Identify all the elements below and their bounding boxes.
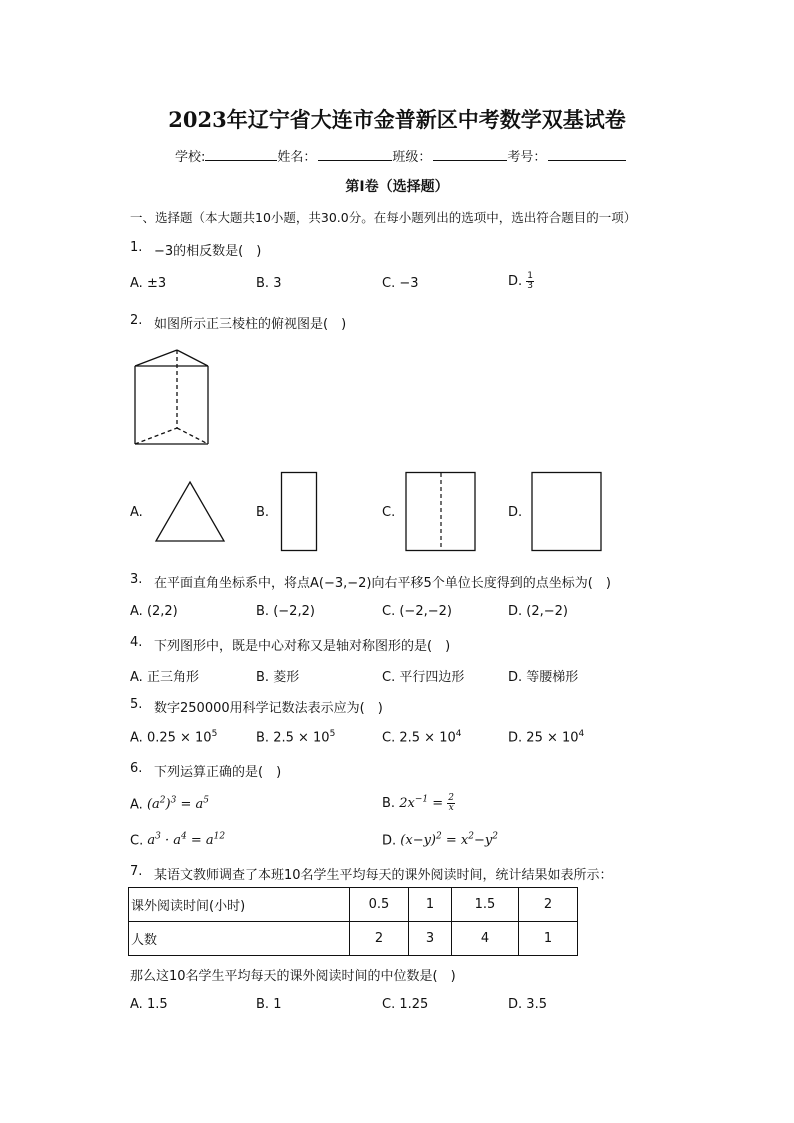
table-header-cell: 课外阅读时间(小时) bbox=[129, 888, 350, 922]
q3-option-d[interactable]: D. (2,−2) bbox=[508, 604, 569, 619]
exam-no-label: 考号： bbox=[507, 150, 547, 165]
q6-option-b[interactable]: B. $2x^{-1}$ = $\frac{2}{x}$ bbox=[382, 793, 454, 813]
table-cell: 4 bbox=[452, 922, 519, 956]
q7-option-c[interactable]: C. 1.25 bbox=[382, 997, 429, 1012]
table-cell: 2 bbox=[519, 888, 578, 922]
q3-stem: 在平面直角坐标系中，将点A(−3,−2)向右平移5个单位长度得到的点坐标为( ) bbox=[154, 576, 611, 591]
q3-option-c[interactable]: C. (−2,−2) bbox=[382, 604, 452, 619]
q2-option-c-rectangle-dashed[interactable] bbox=[405, 471, 477, 553]
q2-stem: 如图所示正三棱柱的俯视图是( ) bbox=[154, 317, 347, 332]
table-cell: 1 bbox=[519, 922, 578, 956]
class-blank[interactable] bbox=[433, 148, 507, 161]
q4-stem: 下列图形中，既是中心对称又是轴对称图形的是( ) bbox=[154, 639, 451, 654]
q6-stem: 下列运算正确的是( ) bbox=[154, 765, 282, 780]
student-info-line bbox=[175, 146, 626, 165]
q2-option-b-label[interactable]: B. bbox=[256, 505, 270, 520]
class-label: 班级： bbox=[392, 150, 432, 165]
q2-option-a-triangle[interactable] bbox=[153, 480, 227, 544]
table-row bbox=[129, 922, 578, 956]
q4-option-b[interactable]: B. 菱形 bbox=[256, 670, 300, 685]
two-over-x-fraction: $\frac{2}{x}$ bbox=[448, 793, 454, 813]
q4-number: 4. bbox=[130, 635, 143, 650]
q6-c-formula: $a^3 \cdot a^4 = a^{12}$ bbox=[147, 832, 226, 849]
q6-option-d[interactable]: D. $(x-y)^2 = x^2-y^2$ bbox=[382, 832, 498, 849]
q4-option-a[interactable]: A. 正三角形 bbox=[130, 670, 199, 685]
q6-a-formula: $(a^2)^3 = a^5$ bbox=[146, 796, 209, 813]
q7-stem: 某语文教师调查了本班10名学生平均每天的课外阅读时间，统计结果如表所示： bbox=[154, 868, 613, 883]
name-blank[interactable] bbox=[318, 148, 392, 161]
q4-option-c[interactable]: C. 平行四边形 bbox=[382, 670, 465, 685]
triangular-prism-figure bbox=[130, 345, 215, 450]
q5-option-c[interactable]: C. $2.5 \times 10^4$ bbox=[382, 729, 462, 746]
table-cell: 1 bbox=[409, 888, 452, 922]
q5-option-d[interactable]: D. $25 \times 10^4$ bbox=[508, 729, 585, 746]
q2-option-b-rectangle[interactable] bbox=[280, 471, 320, 553]
table-cell: 1.5 bbox=[452, 888, 519, 922]
q6-d-formula: $(x-y)^2 = x^2-y^2$ bbox=[400, 832, 498, 849]
q7-followup: 那么这10名学生平均每天的课外阅读时间的中位数是( ) bbox=[130, 969, 456, 984]
q6-option-c[interactable]: C. $a^3 \cdot a^4 = a^{12}$ bbox=[130, 832, 226, 849]
reading-time-table bbox=[128, 887, 578, 956]
q7-option-b[interactable]: B. 1 bbox=[256, 997, 282, 1012]
q7-number: 7. bbox=[130, 864, 143, 879]
section-heading: 第Ⅰ卷（选择题） bbox=[345, 179, 449, 195]
exam-no-blank[interactable] bbox=[548, 148, 626, 161]
table-cell: 2 bbox=[350, 922, 409, 956]
q7-option-d[interactable]: D. 3.5 bbox=[508, 997, 547, 1012]
q6-number: 6. bbox=[130, 761, 143, 776]
table-cell: 3 bbox=[409, 922, 452, 956]
q2-number: 2. bbox=[130, 313, 143, 328]
q6-b-formula: $2x^{-1}$ = bbox=[399, 794, 448, 811]
q6-option-a[interactable]: A. $(a^2)^3 = a^5$ bbox=[130, 796, 209, 813]
q1-number: 1. bbox=[130, 240, 143, 255]
q2-option-a-label[interactable]: A. bbox=[130, 505, 143, 520]
q5-option-b[interactable]: B. $2.5 \times 10^5$ bbox=[256, 729, 336, 746]
q1-option-d[interactable]: D. $\frac{1}{3}$ bbox=[508, 271, 534, 291]
q1-stem: −3的相反数是( ) bbox=[154, 244, 262, 259]
one-third-fraction: $\frac{1}{3}$ bbox=[527, 271, 534, 291]
q1-option-c[interactable]: C. −3 bbox=[382, 276, 419, 291]
q1-option-a[interactable]: A. ±3 bbox=[130, 276, 167, 291]
q2-option-d-label[interactable]: D. bbox=[508, 505, 523, 520]
q5-number: 5. bbox=[130, 697, 143, 712]
q5-option-a[interactable]: A. $0.25 \times 10^5$ bbox=[130, 729, 218, 746]
q2-option-d-rectangle[interactable] bbox=[531, 471, 603, 553]
q4-option-d[interactable]: D. 等腰梯形 bbox=[508, 670, 579, 685]
school-label: 学校: bbox=[175, 150, 206, 165]
part-one-instructions: 一、选择题（本大题共10小题，共30.0分。在每小题列出的选项中，选出符合题目的一项） bbox=[130, 210, 637, 225]
q7-option-a[interactable]: A. 1.5 bbox=[130, 997, 168, 1012]
school-blank[interactable] bbox=[205, 148, 277, 161]
table-cell: 0.5 bbox=[350, 888, 409, 922]
q5-stem: 数字250000用科学记数法表示应为( ) bbox=[154, 701, 383, 716]
q3-option-b[interactable]: B. (−2,2) bbox=[256, 604, 315, 619]
name-label: 姓名： bbox=[277, 150, 317, 165]
table-header-cell: 人数 bbox=[129, 922, 350, 956]
table-row bbox=[129, 888, 578, 922]
q1-option-b[interactable]: B. 3 bbox=[256, 276, 282, 291]
page-title: 2023年辽宁省大连市金普新区中考数学双基试卷 bbox=[168, 107, 626, 132]
q3-number: 3. bbox=[130, 572, 143, 587]
q3-option-a[interactable]: A. (2,2) bbox=[130, 604, 178, 619]
q2-option-c-label[interactable]: C. bbox=[382, 505, 396, 520]
